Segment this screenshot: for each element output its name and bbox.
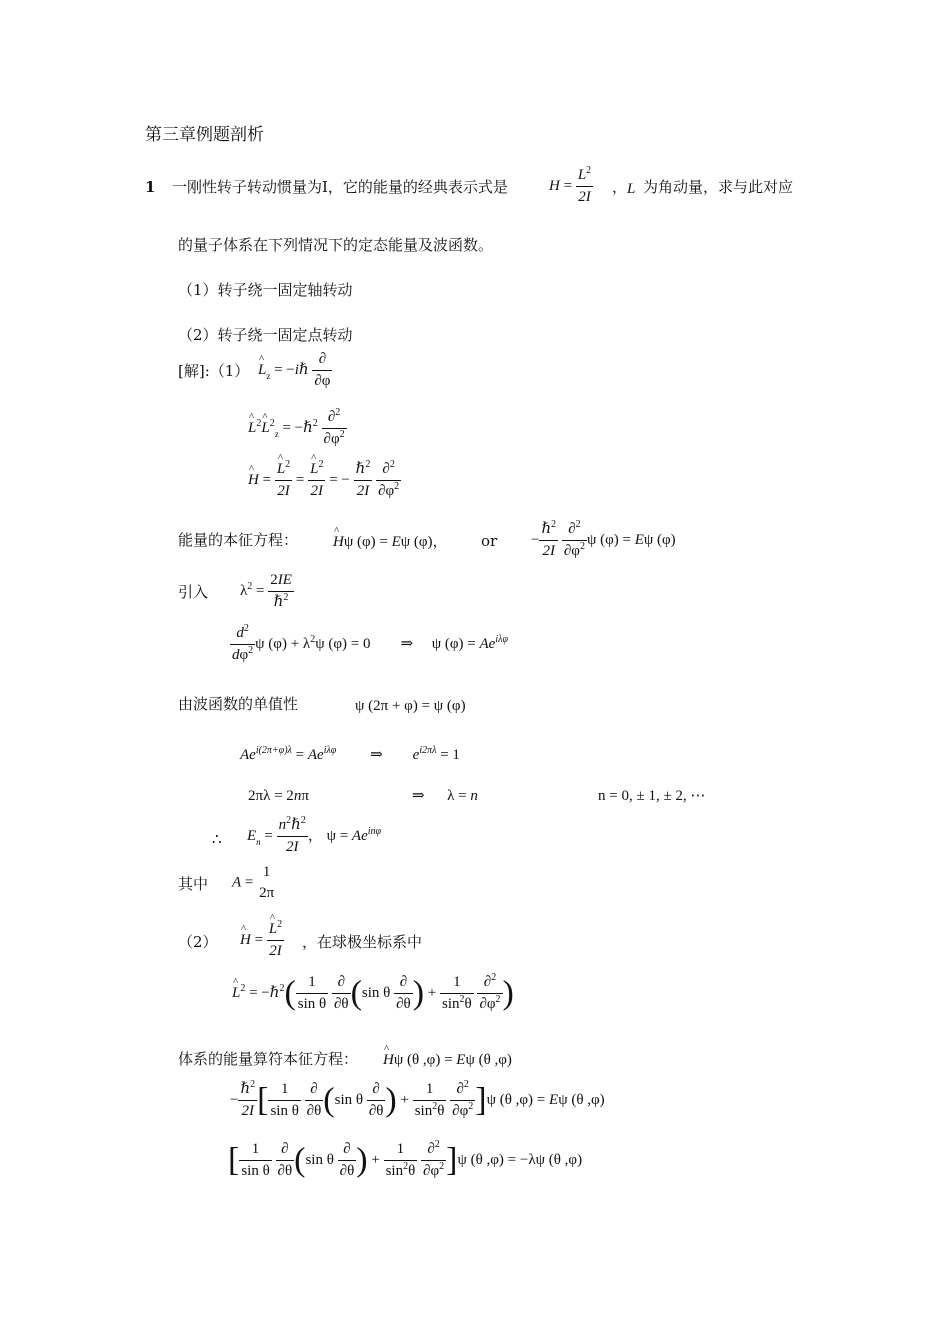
or-text: or xyxy=(481,532,498,550)
angular-eigen-eq: [ $\frac{1}{\text{sin θ}}$ ∂ ∂θ (sin θ ∂ ∂θ ) + $\frac{1}{\sin^2\theta}$ $\frac{\partial^2}{\partial\varphi^2}$ ]ψ (θ ,φ) = −λψ (θ ,φ) xyxy=(228,1139,583,1179)
problem-number: 1 xyxy=(145,178,156,196)
problem-text-c: 的量子体系在下列情况下的定态能量及波函数。 xyxy=(178,236,494,254)
lz-operator-eq: ^ $L_z$ = −iℏ ∂ ∂φ xyxy=(258,352,332,389)
l-squared-spherical: ^ $L^2$ = −ℏ$^2$( $\frac{1}{\text{sin θ}}$ ∂ ∂θ (sin θ ∂ ∂θ ) + $\frac{1}{\sin^2\theta}$ $\frac{\partial^2}{\partial\varphi^2}$ ) xyxy=(232,975,514,1012)
ode-eq: $\frac{d^2}{d\varphi^2}$ ψ $(\varphi) + \lambda^2\psi$ (φ) = 0 ⇒ ψ $(\varphi) = Ae^{i\lambda\varphi}$ xyxy=(232,623,508,663)
single-valued-label: 由波函数的单值性 xyxy=(178,695,299,713)
hamiltonian-eq-1: ^ H = ^ $\frac{L^2}{2I}$ = ^ $\frac{L^2}{2I}$ = − ℏ$^2$ 2I $\frac{\partial^2}{\partial\varphi^2}$ xyxy=(248,462,401,499)
case-2: （2）转子绕一固定点转动 xyxy=(178,326,353,344)
part2-label: （2） xyxy=(178,933,218,951)
implies-lambda-n: ⇒ λ = n xyxy=(412,788,478,804)
therefore-symbol: ∴ xyxy=(212,830,222,848)
energy-eq-label: 能量的本征方程： xyxy=(178,531,299,549)
hamiltonian-eq-2: ^ H = ^ $\frac{L^2}{2I}$ xyxy=(240,922,284,959)
comma: ， xyxy=(612,178,628,196)
lambda-definition: $\lambda^2$ = 2IE ℏ$^2$ xyxy=(240,572,292,610)
hamiltonian-symbol: H xyxy=(549,177,560,194)
schrodinger-spherical-eq: − ℏ$^2$ 2I [ $\frac{1}{\text{sin θ}}$ ∂ ∂θ (sin θ ∂ ∂θ ) + $\frac{1}{\sin^2\theta}$ $\frac{\partial^2}{\partial\varphi^2}$ ]ψ (θ ,φ) = Eψ (θ ,φ) xyxy=(230,1079,605,1119)
solution-label: [解]:（1） xyxy=(178,362,250,380)
operator-eq-short: ^ Hψ (θ ,φ) = Eψ (θ ,φ) xyxy=(383,1053,512,1068)
lambda-quantization: 2πλ = 2nπ xyxy=(248,788,309,804)
lz-squared-eq: ^ $L^2\^{}$ $L^2_z$ = −ℏ$^2$ $\frac{\partial^2}{\partial\varphi^2}$ xyxy=(248,410,347,447)
classical-energy-formula xyxy=(549,165,593,205)
n-values: n = 0, ± 1, ± 2, ⋯ xyxy=(598,788,706,804)
eigen-eq-long: − ℏ$^2$ 2I $\frac{\partial^2}{\partial\varphi^2}$ ψ (φ) = Eψ (φ) xyxy=(531,519,676,559)
case-1: （1）转子绕一固定轴转动 xyxy=(178,281,353,299)
energy-levels-eq: $E_n$ = $n^2\hbar^2$ 2I ， $\psi = Ae^{in\varphi}$ xyxy=(247,815,382,855)
eigen-eq-short: ^ Hψ (φ) = Eψ (φ)， xyxy=(333,535,448,550)
normalization-eq: A = 1 2π xyxy=(232,864,275,901)
equals-sign: = xyxy=(563,177,573,194)
where-label: 其中 xyxy=(178,875,209,893)
operator-eq-label: 体系的能量算符本征方程： xyxy=(178,1050,359,1068)
problem-text-a: 一刚性转子转动惯量为I，它的能量的经典表示式是 xyxy=(172,178,508,196)
page-title: 第三章例题剖析 xyxy=(145,125,264,145)
spherical-text: ，在球极坐标系中 xyxy=(302,933,423,951)
introduce-label: 引入 xyxy=(178,583,209,601)
periodicity-eq: ψ (2π + φ) = ψ (φ) xyxy=(355,698,466,714)
angular-momentum-symbol: L xyxy=(627,181,636,197)
problem-text-b: 为角动量，求与此对应 xyxy=(643,178,794,196)
periodicity-exp-eq: $Ae^{i(2\pi+\varphi)\lambda} = Ae^{i\lambda\varphi}$ ⇒ $e^{i2\pi\lambda} = 1$ xyxy=(240,745,460,763)
l-squared-over-2i: $\frac{L^2}{2I}$ xyxy=(577,165,592,205)
